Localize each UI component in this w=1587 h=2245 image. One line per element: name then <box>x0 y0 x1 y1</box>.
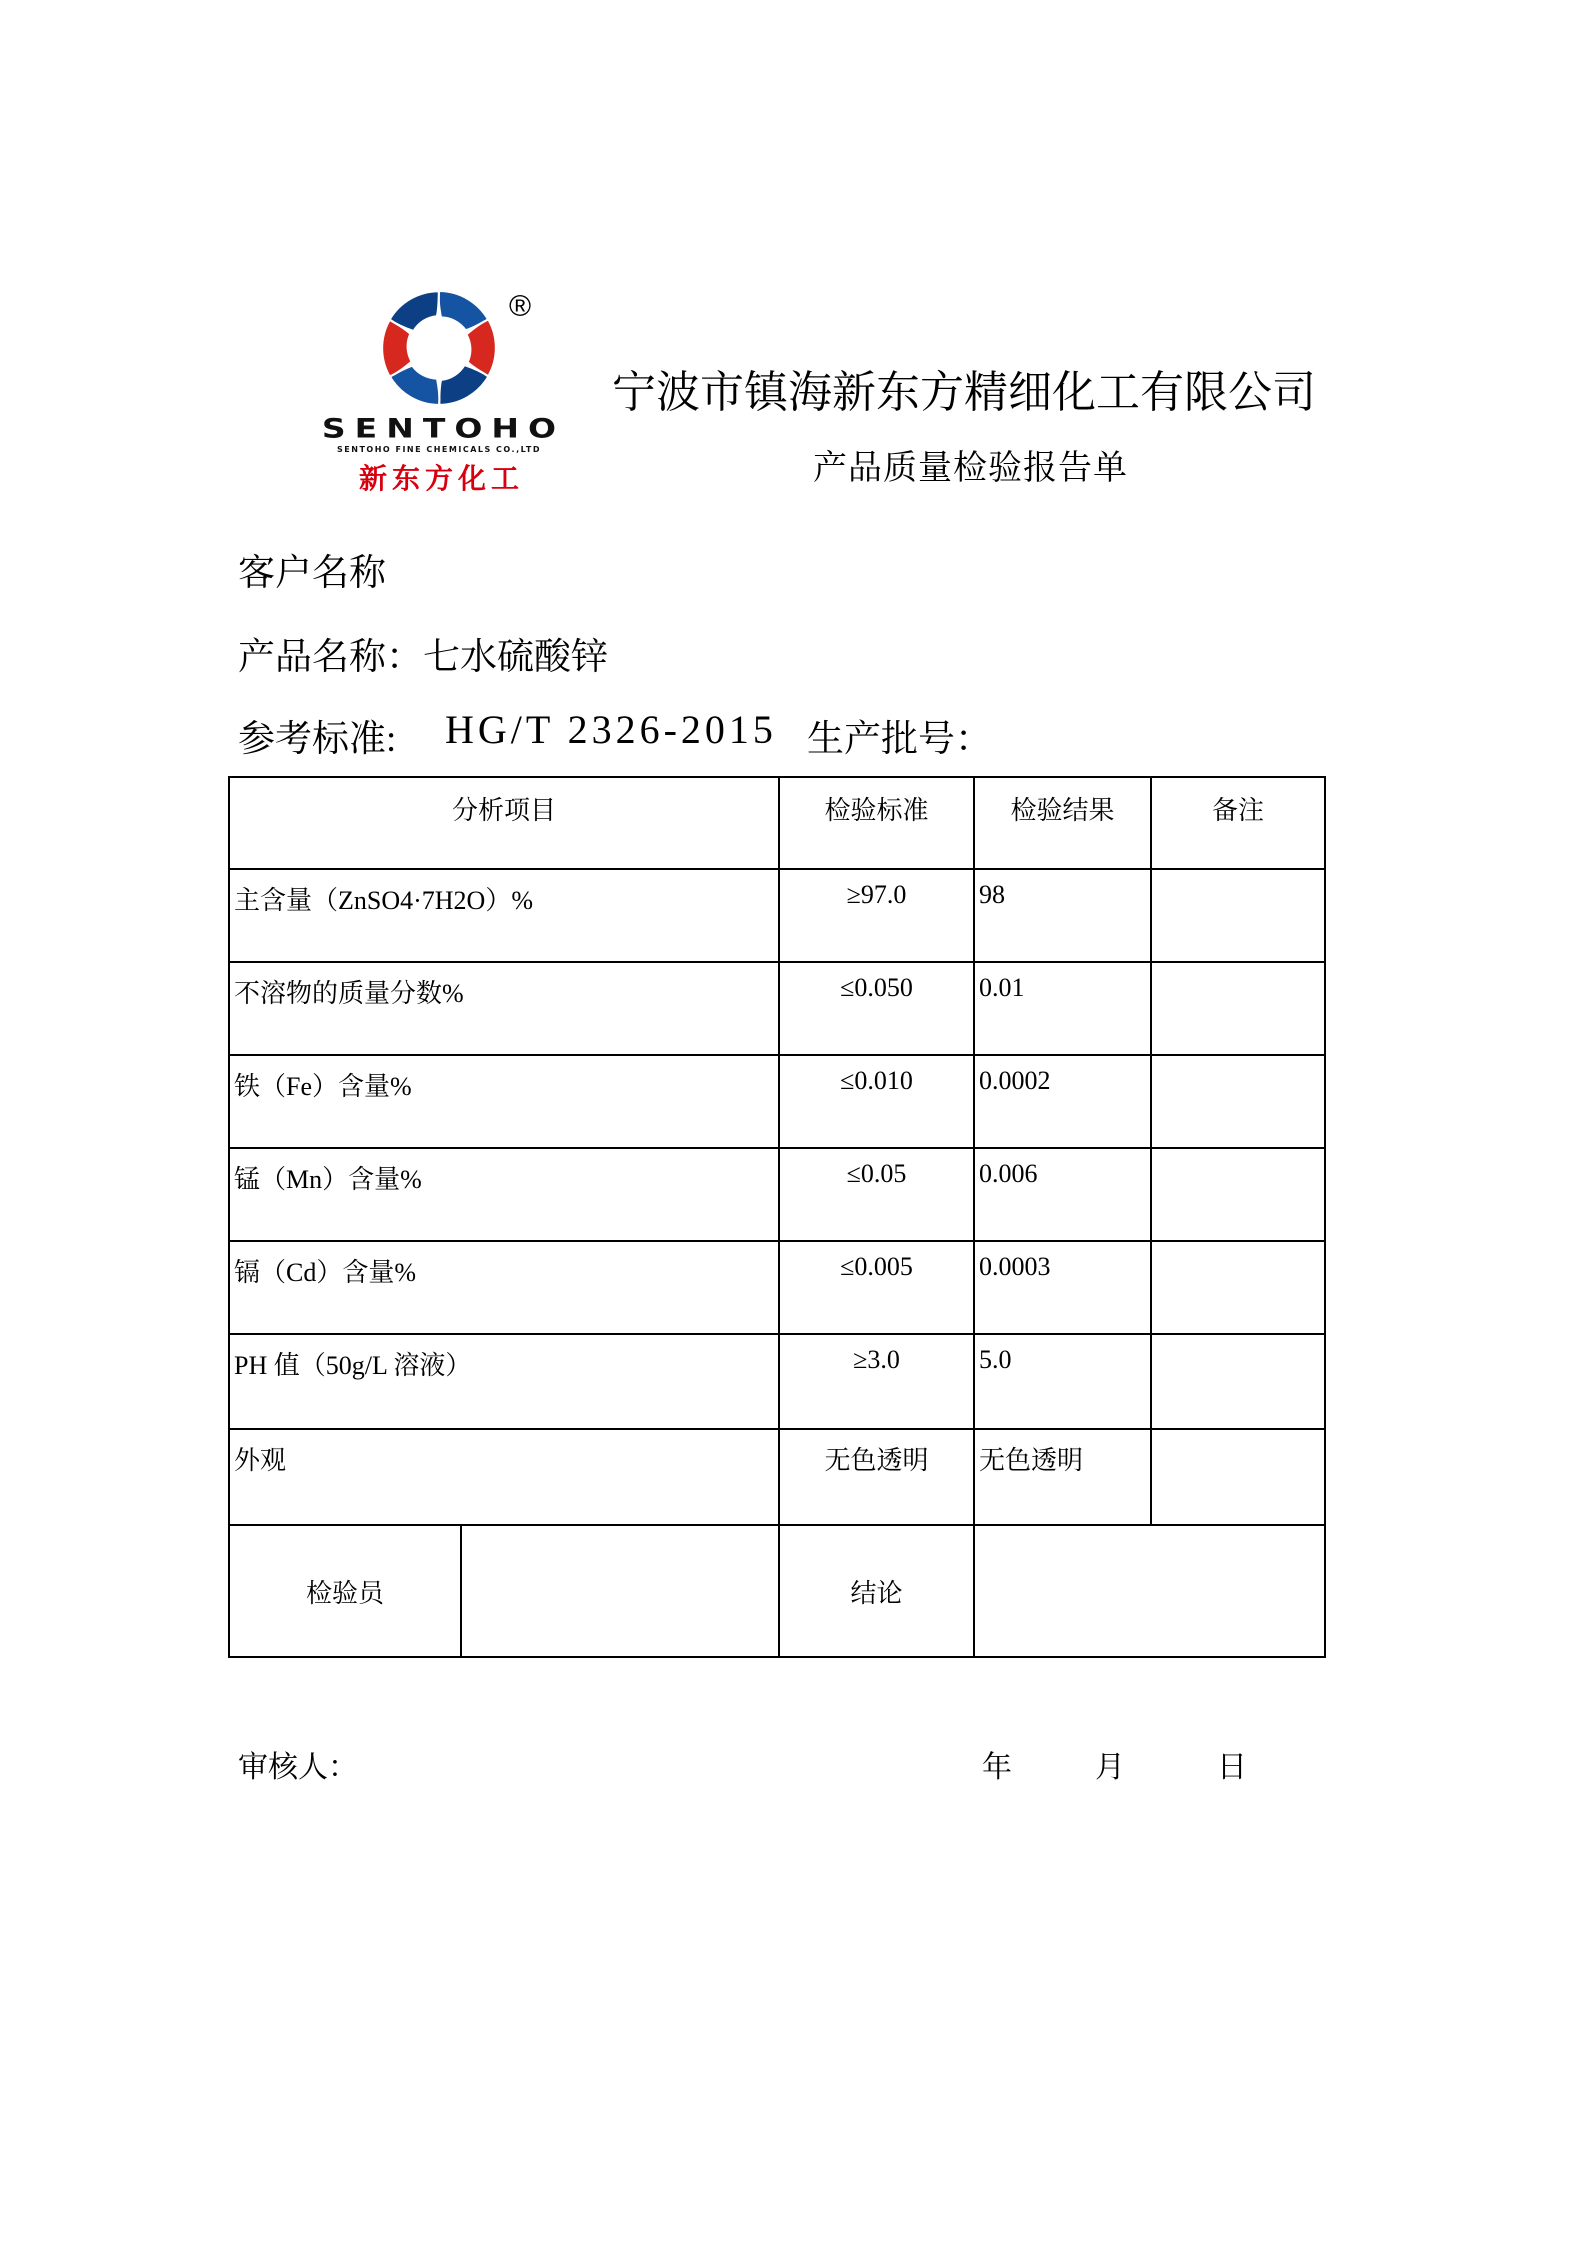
cell-item: 锰（Mn）含量% <box>229 1148 779 1241</box>
swirl-logo-icon <box>380 286 498 410</box>
cell-item: 主含量（ZnSO4·7H2O）% <box>229 869 779 962</box>
product-name-line: 产品名称：七水硫酸锌 <box>238 637 608 678</box>
cell-remark <box>1151 1241 1325 1334</box>
cell-standard: ≤0.050 <box>779 962 974 1055</box>
inspector-value <box>461 1525 779 1657</box>
cell-remark <box>1151 1334 1325 1429</box>
company-title: 宁波市镇海新东方精细化工有限公司 <box>612 368 1316 417</box>
reference-standard-value: HG/T 2326-2015 <box>445 707 777 752</box>
cell-item: PH 值（50g/L 溶液） <box>229 1334 779 1429</box>
day-label: 日 <box>1217 1751 1247 1784</box>
header-inspection-result: 检验结果 <box>974 777 1151 869</box>
reference-standard-label: 参考标准: <box>238 719 397 760</box>
cell-item: 镉（Cd）含量% <box>229 1241 779 1334</box>
registered-trademark-icon: ® <box>509 290 532 323</box>
cell-standard: ≤0.010 <box>779 1055 974 1148</box>
cell-item: 不溶物的质量分数% <box>229 962 779 1055</box>
month-label: 月 <box>1095 1751 1125 1784</box>
cell-standard: ≥97.0 <box>779 869 974 962</box>
cell-result: 0.0002 <box>974 1055 1151 1148</box>
customer-name-label: 客户名称 <box>238 553 386 594</box>
cell-remark <box>1151 962 1325 1055</box>
cell-standard: ≤0.005 <box>779 1241 974 1334</box>
cell-item: 铁（Fe）含量% <box>229 1055 779 1148</box>
cell-standard: ≥3.0 <box>779 1334 974 1429</box>
batch-number-label: 生产批号： <box>807 719 992 760</box>
cell-result: 0.006 <box>974 1148 1151 1241</box>
report-title: 产品质量检验报告单 <box>813 450 1128 487</box>
header-inspection-standard: 检验标准 <box>779 777 974 869</box>
company-logo <box>303 286 575 497</box>
table-row <box>229 1429 1325 1525</box>
table-footer-row <box>229 1525 1325 1657</box>
cell-remark <box>1151 869 1325 962</box>
brand-subtext: SENTOHO FINE CHEMICALS CO.,LTD <box>337 445 541 454</box>
reviewer-label: 审核人： <box>238 1751 358 1784</box>
table-header-row <box>229 777 1325 869</box>
conclusion-label: 结论 <box>779 1525 974 1657</box>
header-remark: 备注 <box>1151 777 1325 869</box>
brand-chinese-name: 新东方化工 <box>358 462 524 495</box>
cell-result: 98 <box>974 869 1151 962</box>
cell-result: 5.0 <box>974 1334 1151 1429</box>
standard-batch-line <box>238 707 1338 760</box>
header-analysis-item: 分析项目 <box>229 777 779 869</box>
cell-standard: 无色透明 <box>779 1429 974 1525</box>
cell-remark <box>1151 1148 1325 1241</box>
table-row <box>229 1334 1325 1429</box>
conclusion-value <box>974 1525 1325 1657</box>
table-row <box>229 1055 1325 1148</box>
cell-result: 无色透明 <box>974 1429 1151 1525</box>
cell-result: 0.01 <box>974 962 1151 1055</box>
cell-remark <box>1151 1429 1325 1525</box>
table-row <box>229 1148 1325 1241</box>
table-row <box>229 1241 1325 1334</box>
inspector-label: 检验员 <box>229 1525 461 1657</box>
cell-standard: ≤0.05 <box>779 1148 974 1241</box>
inspection-table <box>228 776 1326 1658</box>
cell-item: 外观 <box>229 1429 779 1525</box>
table-row <box>229 869 1325 962</box>
table-row <box>229 962 1325 1055</box>
year-label: 年 <box>982 1751 1012 1784</box>
cell-remark <box>1151 1055 1325 1148</box>
cell-result: 0.0003 <box>974 1241 1151 1334</box>
brand-name: SENTOHO <box>321 412 566 444</box>
